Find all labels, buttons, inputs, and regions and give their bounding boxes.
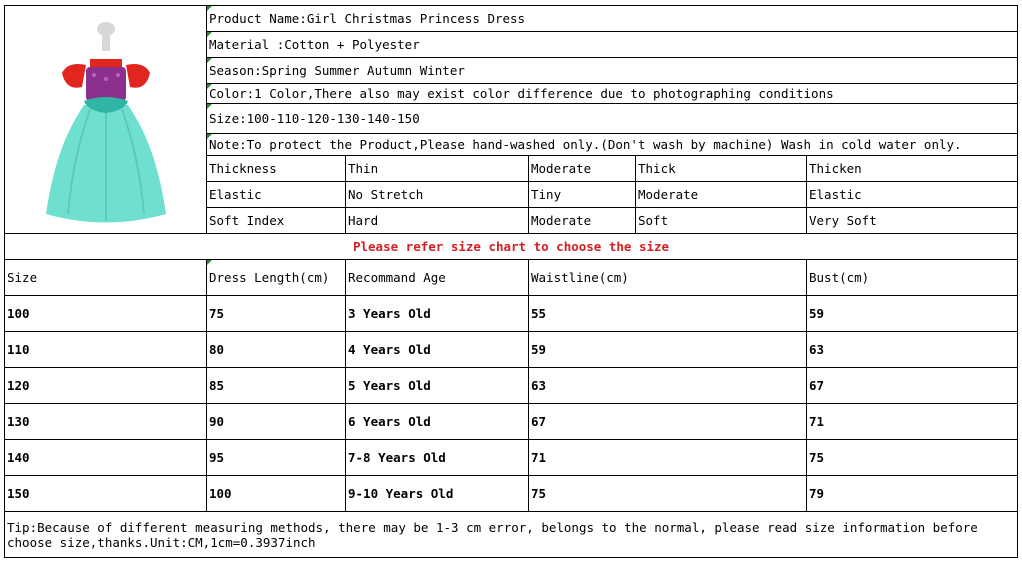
table-cell: 59 bbox=[807, 296, 1018, 332]
property-label: Soft Index bbox=[207, 208, 346, 234]
property-cell: Thicken bbox=[807, 156, 1018, 182]
table-cell: 100 bbox=[5, 296, 207, 332]
table-cell: 120 bbox=[5, 368, 207, 404]
table-row bbox=[5, 476, 1018, 512]
table-cell: 55 bbox=[529, 296, 807, 332]
product-color: Color:1 Color,There also may exist color difference due to photographing conditions bbox=[207, 84, 1018, 104]
table-cell: 7-8 Years Old bbox=[346, 440, 529, 476]
table-cell: 75 bbox=[807, 440, 1018, 476]
property-cell: Elastic bbox=[807, 182, 1018, 208]
table-cell: 4 Years Old bbox=[346, 332, 529, 368]
product-material: Material :Cotton + Polyester bbox=[207, 32, 1018, 58]
table-cell: 67 bbox=[529, 404, 807, 440]
table-cell: 75 bbox=[529, 476, 807, 512]
header-bust: Bust(cm) bbox=[807, 260, 1018, 296]
table-cell: 79 bbox=[807, 476, 1018, 512]
header-age: Recommand Age bbox=[346, 260, 529, 296]
table-cell: 3 Years Old bbox=[346, 296, 529, 332]
header-waistline: Waistline(cm) bbox=[529, 260, 807, 296]
product-season: Season:Spring Summer Autumn Winter bbox=[207, 58, 1018, 84]
property-cell: No Stretch bbox=[346, 182, 529, 208]
dress-photo-icon bbox=[16, 9, 196, 231]
table-cell: 100 bbox=[207, 476, 346, 512]
property-label: Thickness bbox=[207, 156, 346, 182]
property-cell: Moderate bbox=[529, 208, 636, 234]
product-name: Product Name:Girl Christmas Princess Dress bbox=[207, 6, 1018, 32]
header-dress-length: Dress Length(cm) bbox=[207, 260, 346, 296]
size-chart-sheet bbox=[4, 5, 1018, 558]
table-row bbox=[5, 368, 1018, 404]
table-cell: 59 bbox=[529, 332, 807, 368]
product-size: Size:100-110-120-130-140-150 bbox=[207, 104, 1018, 134]
product-image-cell bbox=[5, 6, 207, 234]
table-row bbox=[5, 296, 1018, 332]
table-row bbox=[5, 332, 1018, 368]
table-cell: 85 bbox=[207, 368, 346, 404]
table-cell: 71 bbox=[807, 404, 1018, 440]
property-cell: Thin bbox=[346, 156, 529, 182]
table-cell: 90 bbox=[207, 404, 346, 440]
header-size: Size bbox=[5, 260, 207, 296]
measurement-tip: Tip:Because of different measuring methods, there may be 1-3 cm error, belongs to the normal, please read size information before choose size,thanks.Unit:CM,1cm=0.3937inch bbox=[5, 512, 1018, 558]
table-cell: 71 bbox=[529, 440, 807, 476]
size-table-header bbox=[5, 260, 1018, 296]
table-row bbox=[5, 440, 1018, 476]
table-cell: 63 bbox=[807, 332, 1018, 368]
property-cell: Soft bbox=[636, 208, 807, 234]
table-cell: 80 bbox=[207, 332, 346, 368]
table-cell: 67 bbox=[807, 368, 1018, 404]
property-cell: Hard bbox=[346, 208, 529, 234]
property-cell: Very Soft bbox=[807, 208, 1018, 234]
property-cell: Tiny bbox=[529, 182, 636, 208]
property-label: Elastic bbox=[207, 182, 346, 208]
table-cell: 6 Years Old bbox=[346, 404, 529, 440]
table-cell: 75 bbox=[207, 296, 346, 332]
table-cell: 63 bbox=[529, 368, 807, 404]
table-cell: 110 bbox=[5, 332, 207, 368]
table-cell: 130 bbox=[5, 404, 207, 440]
table-cell: 5 Years Old bbox=[346, 368, 529, 404]
property-cell: Thick bbox=[636, 156, 807, 182]
property-cell: Moderate bbox=[529, 156, 636, 182]
table-cell: 9-10 Years Old bbox=[346, 476, 529, 512]
table-cell: 150 bbox=[5, 476, 207, 512]
property-cell: Moderate bbox=[636, 182, 807, 208]
table-cell: 95 bbox=[207, 440, 346, 476]
table-cell: 140 bbox=[5, 440, 207, 476]
size-chart-notice: Please refer size chart to choose the size bbox=[5, 234, 1018, 260]
table-row bbox=[5, 404, 1018, 440]
product-note: Note:To protect the Product,Please hand-washed only.(Don't wash by machine) Wash in cold water only. bbox=[207, 134, 1018, 156]
